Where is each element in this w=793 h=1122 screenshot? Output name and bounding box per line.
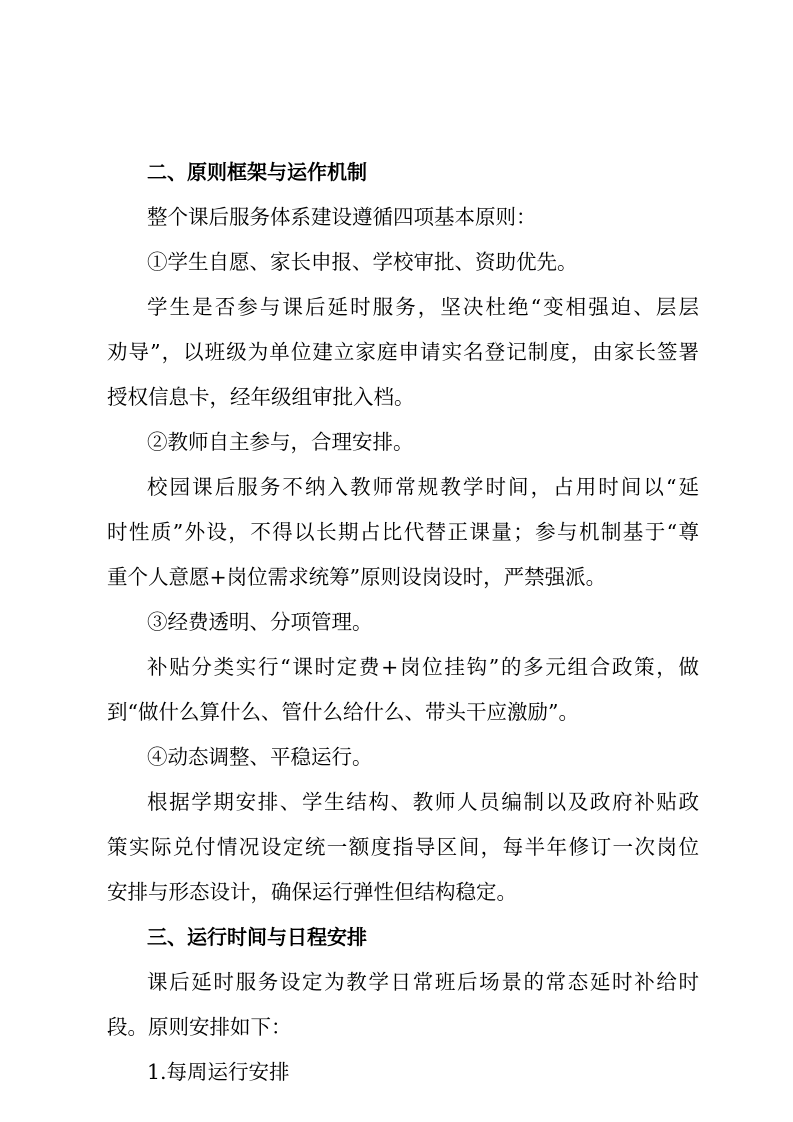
section-heading-3: 三、运行时间与日程安排 <box>147 925 367 949</box>
paragraph-line: 劝导”，以班级为单位建立家庭申请实名登记制度，由家长签署 <box>107 340 699 364</box>
section-heading-2: 二、原则框架与运作机制 <box>147 160 367 184</box>
principle-2: ②教师自主参与，合理安排。 <box>147 430 414 454</box>
principle-3: ③经费透明、分项管理。 <box>147 610 373 634</box>
paragraph-line: 段。原则安排如下： <box>107 1015 292 1039</box>
paragraph-line: 课后延时服务设定为教学日常班后场景的常态延时补给时 <box>147 970 699 994</box>
paragraph-line: 补贴分类实行“课时定费+岗位挂钩”的多元组合政策，做 <box>147 655 699 679</box>
paragraph-line: 学生是否参与课后延时服务，坚决杜绝“变相强迫、层层 <box>147 295 699 319</box>
paragraph-line: 根据学期安排、学生结构、教师人员编制以及政府补贴政 <box>147 790 699 814</box>
principle-1: ①学生自愿、家长申报、学校审批、资助优先。 <box>147 250 578 274</box>
paragraph-line: 授权信息卡，经年级组审批入档。 <box>107 385 415 409</box>
subheading-1: 1.每周运行安排 <box>147 1060 290 1084</box>
paragraph-line: 策实际兑付情况设定统一额度指导区间，每半年修订一次岗位 <box>107 835 699 859</box>
paragraph-line: 校园课后服务不纳入教师常规教学时间，占用时间以“延 <box>147 475 699 499</box>
principle-4: ④动态调整、平稳运行。 <box>147 745 373 769</box>
paragraph-line: 重个人意愿+岗位需求统筹”原则设岗设时，严禁强派。 <box>107 565 607 589</box>
paragraph-line: 安排与形态设计，确保运行弹性但结构稳定。 <box>107 880 517 904</box>
paragraph-line: 到“做什么算什么、管什么给什么、带头干应激励”。 <box>107 700 579 724</box>
paragraph-line: 时性质”外设，不得以长期占比代替正课量；参与机制基于“尊 <box>107 520 699 544</box>
paragraph-line: 整个课后服务体系建设遵循四项基本原则： <box>147 205 537 229</box>
